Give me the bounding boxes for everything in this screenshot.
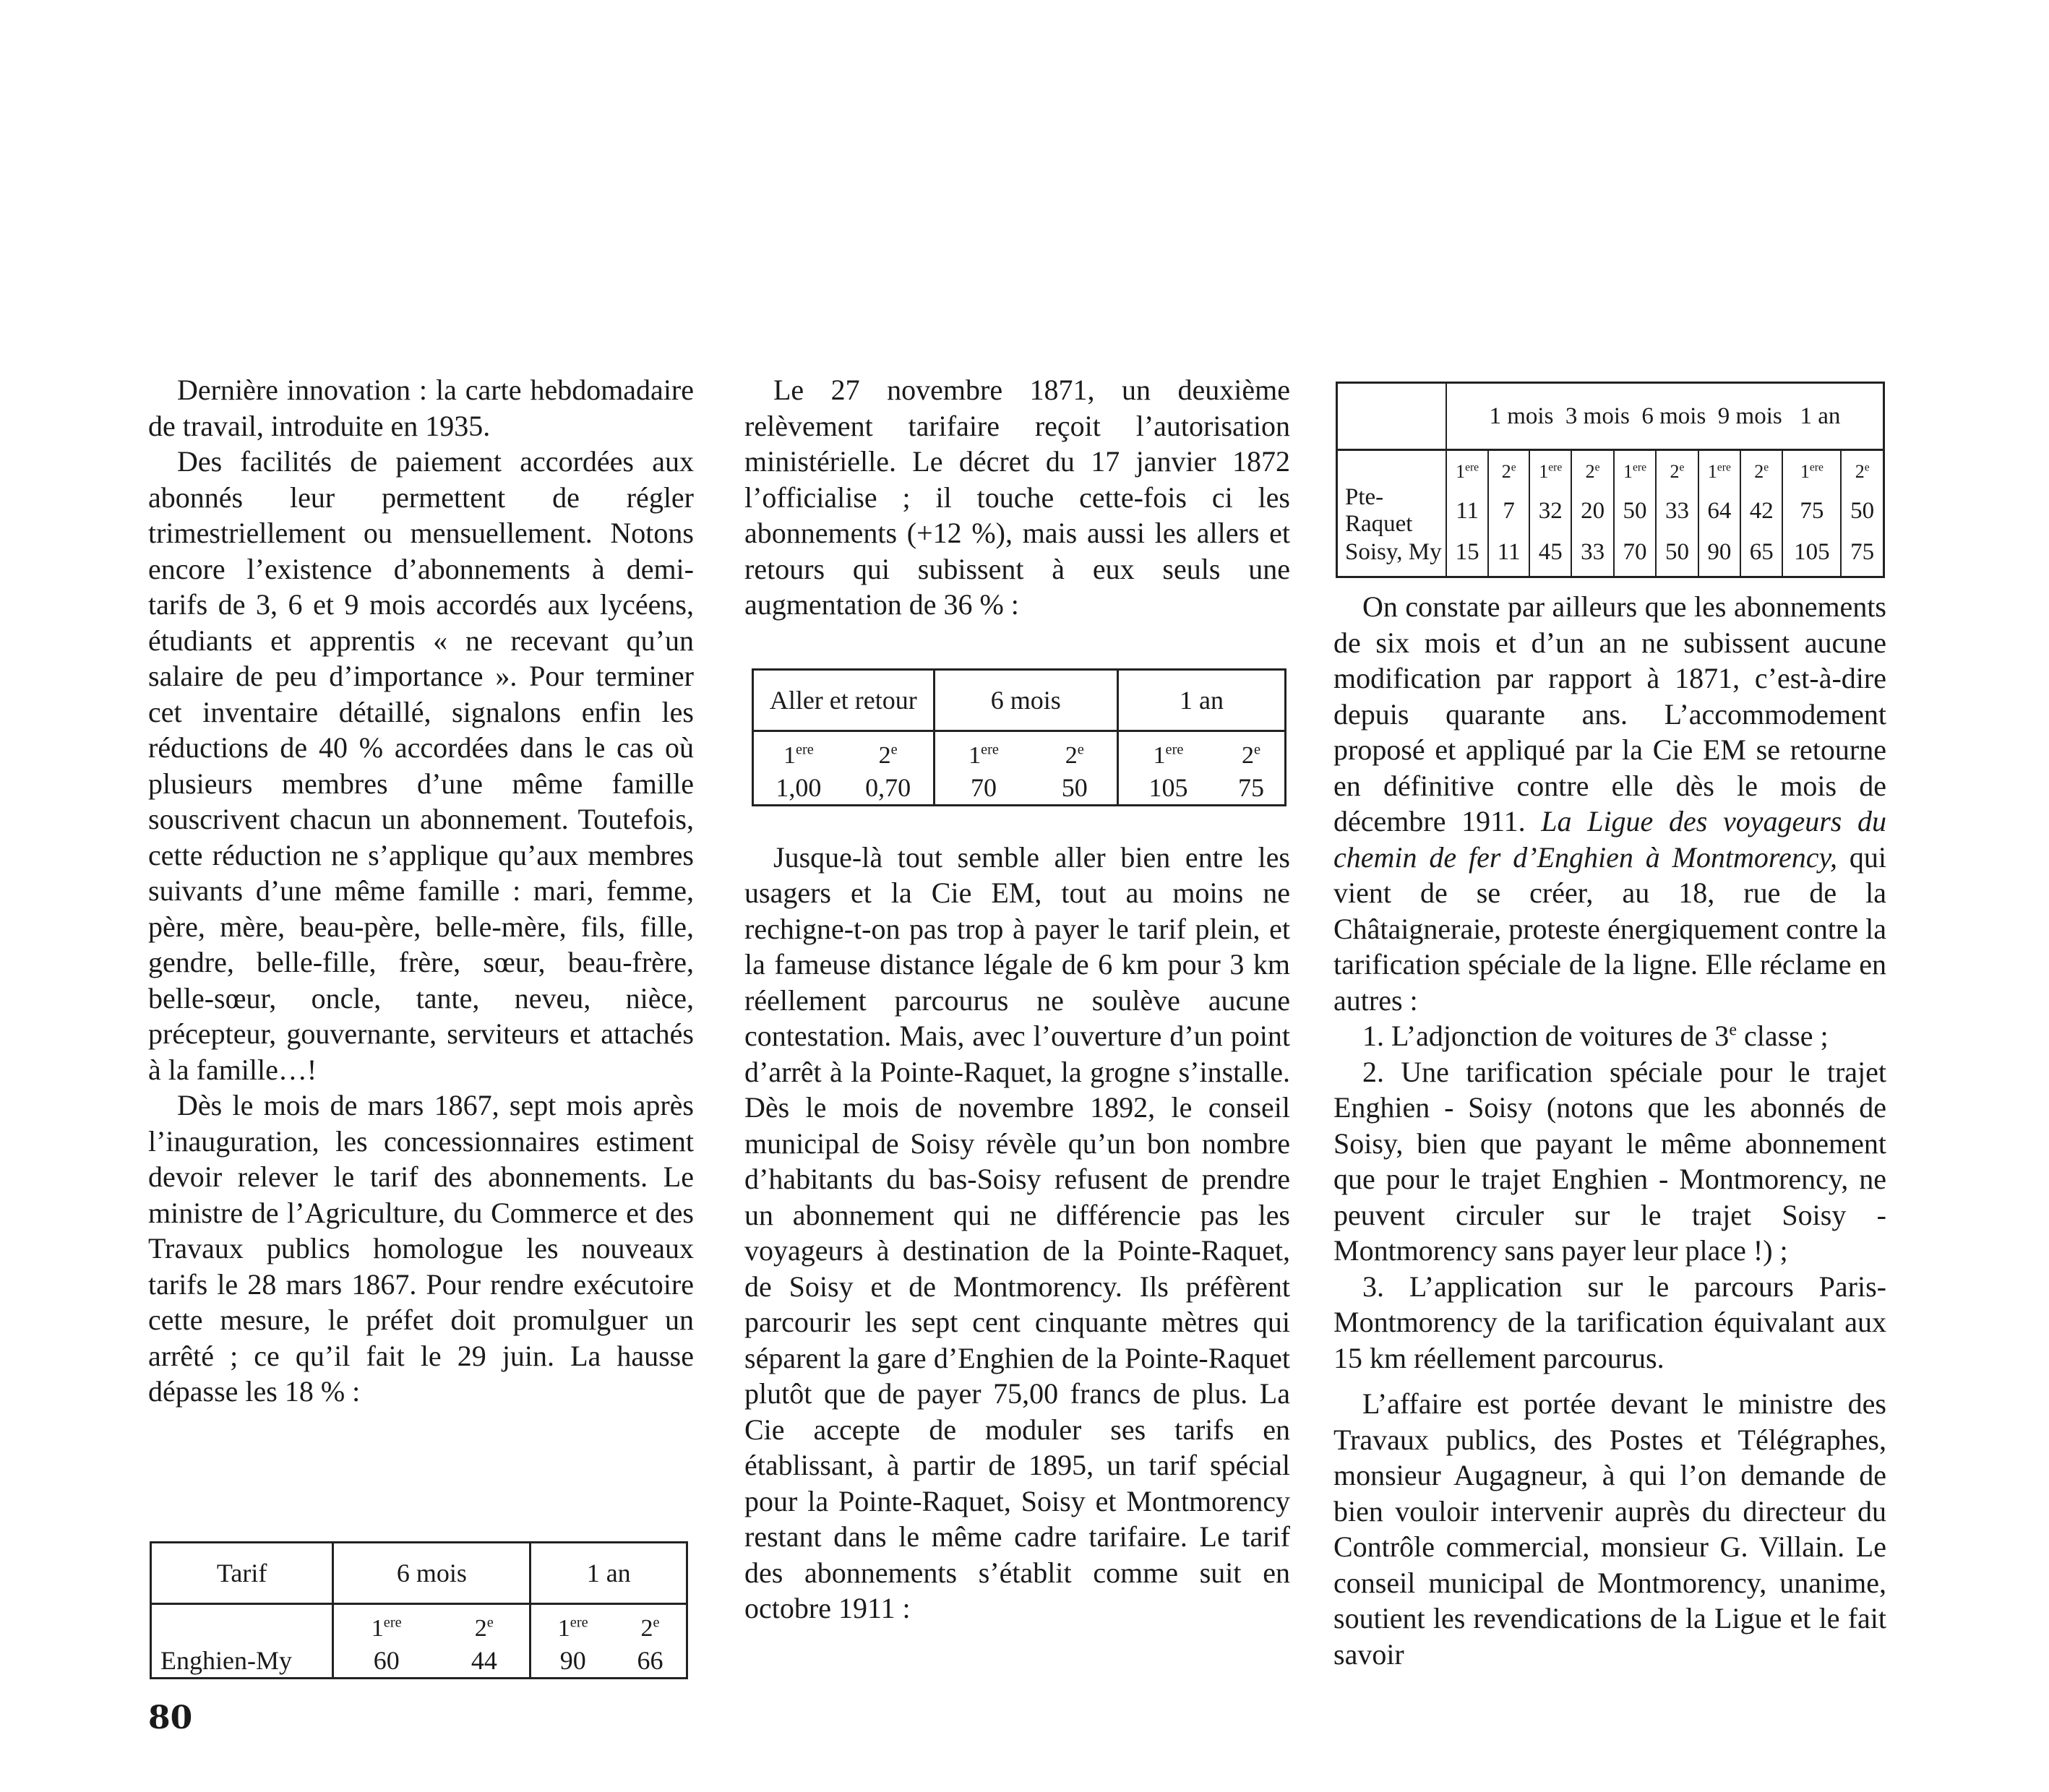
row-label: Soisy, My — [1345, 539, 1442, 565]
league-name: La Ligue des voyageurs du chemin de fer d’Enghien à Montmorency, — [1333, 805, 1887, 874]
tariff-table-1911 — [1336, 382, 1885, 578]
table-header: Tarif — [151, 1543, 333, 1604]
class-label: 1ere — [1529, 450, 1571, 484]
list-item: 1. L’adjonction de voitures de 3e classe ; — [1362, 1020, 1829, 1052]
tariff-table-1867 — [150, 1541, 688, 1679]
table-cell: 50 — [1656, 538, 1698, 577]
paragraph: Dès le mois de mars 1867, sept mois après l’inauguration, les concessionnaires estiment devoir relever le tarif des abonnements. Le ministre de l’Agriculture, du Commerce et des Travaux publics homologue les nouveaux tarifs le 28 mars 1867. Pour rendre exécutoire cette mesure, le préfet doit promulguer un arrêté ; ce qu’il fait le 29 juin. La hausse dépasse les 18 % : — [148, 1089, 694, 1408]
tariff-table-1872 — [752, 668, 1286, 806]
table-cell: 50 — [1841, 483, 1883, 538]
table-cell: 0,70 — [843, 771, 934, 806]
paragraph: Dernière innovation : la carte hebdomadaire de travail, introduite en 1935. — [148, 374, 694, 442]
table-header: 6 mois — [934, 670, 1117, 731]
table-header: Aller et retour — [753, 670, 935, 731]
table-cell: 1,00 — [776, 773, 822, 802]
class-label: 2e — [1241, 741, 1260, 769]
table-cell: 42 — [1740, 483, 1782, 538]
table-header-row: 1 mois 3 mois 6 mois 9 mois 1 an — [1446, 383, 1884, 450]
table-cell: 50 — [1614, 483, 1656, 538]
class-label: 2e — [1033, 731, 1118, 772]
column-1 — [148, 372, 694, 1410]
table-cell: 64 — [1698, 483, 1740, 538]
class-label: 2e — [843, 731, 934, 772]
table-cell: 33 — [1656, 483, 1698, 538]
list-item: 2. Une tarification spéciale pour le trajet Enghien - Soisy (notons que les abonnés de Soisy, bien que payant le même abonnement que pour le trajet Enghien - Montmorency, ne peuvent circuler sur le trajet Soisy - Montmorency sans payer leur place !) ; — [1333, 1055, 1886, 1267]
class-label: 1ere — [1614, 450, 1656, 484]
class-label: 1ere — [968, 741, 999, 769]
table-cell: 11 — [1446, 483, 1488, 538]
paragraph: L’affaire est portée devant le ministre des Travaux publics, des Postes et Télégraphes, monsieur Augagneur, à qui l’on demande de bien vouloir intervenir auprès du directeur du Contrôle commercial, monsieur G. Villain. Le conseil municipal de Montmorency, unanime, soutient les revendications de la Ligue et le fait savoir — [1333, 1387, 1886, 1671]
table-header: 1 an — [1118, 670, 1286, 731]
table-cell: 20 — [1571, 483, 1613, 538]
class-label: 1ere — [1698, 450, 1740, 484]
class-label: 1ere — [1782, 450, 1841, 484]
table-cell: 15 — [1446, 538, 1488, 577]
table-cell: 75 — [1237, 773, 1264, 802]
class-label: 2e — [1656, 450, 1698, 484]
table-cell: 90 — [1698, 538, 1740, 577]
class-label: 2e — [439, 1604, 530, 1645]
table-cell: 105 — [1782, 538, 1841, 577]
table-cell: 75 — [1782, 483, 1841, 538]
table-header: 6 mois — [333, 1543, 530, 1604]
table-cell: 44 — [439, 1644, 530, 1679]
table-cell: 75 — [1841, 538, 1883, 577]
paragraph: Le 27 novembre 1871, un deuxième relèvement tarifaire reçoit l’autorisation ministérielle. Le décret du 17 janvier 1872 l’officialise ; il touche cette-fois ci les abonnements (+12 %), mais aussi les allers et retours qui subissent à eux seuls une augmentation de 36 % : — [744, 374, 1290, 621]
paragraph: Des facilités de paiement accordées aux abonnés leur permettent de régler trimestriellement ou mensuellement. Notons encore l’existence d’abonnements à demi-tarifs de 3, 6 et 9 mois accordés aux lycéens, étudiants et apprentis « ne recevant qu’un salaire de peu d’importance ». Pour terminer cet inventaire détaillé, signalons enfin les réductions de 40 % accordées dans le cas où plusieurs membres d’une même famille souscrivent chacun un abonnement. Toutefois, cette réduction ne s’applique qu’aux membres suivants d’une même famille : mari, femme, père, mère, beau-père, belle-mère, fils, fille, gendre, belle-fille, frère, sœur, beau-frère, belle-sœur, oncle, tante, neveu, nièce, précepteur, gouvernante, serviteurs et attachés à la famille…! — [148, 445, 694, 1086]
class-label: 1ere — [371, 1614, 402, 1642]
table-cell: 105 — [1148, 773, 1188, 802]
page-number: 80 — [148, 1700, 193, 1736]
table-cell: 7 — [1488, 483, 1529, 538]
list-item: 3. L’application sur le parcours Paris-Montmorency de la tarification équivalant aux 15 km réellement parcourus. — [1333, 1270, 1886, 1374]
table-cell: 90 — [559, 1646, 586, 1675]
table-cell: 65 — [1740, 538, 1782, 577]
class-label: 1ere — [1153, 741, 1184, 769]
row-label: Pte-Raquet — [1345, 484, 1413, 537]
class-label: 1ere — [1446, 450, 1488, 484]
class-label: 2e — [1740, 450, 1782, 484]
paragraph: Jusque-là tout semble aller bien entre les usagers et la Cie EM, tout au moins ne rechigne-t-on pas trop à payer le tarif plein, et la fameuse distance légale de 6 km pour 3 km réellement parcourus ne soulève aucune contestation. Mais, avec l’ouverture d’un point d’arrêt à la Pointe-Raquet, la grogne s’installe. Dès le mois de novembre 1892, le conseil municipal de Soisy révèle qu’un bon nombre d’habitants du bas-Soisy refusent de prendre un abonnement qui ne différencie pas les voyageurs à destination de la Pointe-Raquet, de Soisy et de Montmorency. Ils préfèrent parcourir les sept cent cinquante mètres qui séparent la gare d’Enghien de la Pointe-Raquet plutôt que de payer 75,00 francs de plus. La Cie accepte de moduler ses tarifs en établissant, à partir de 1895, un tarif spécial pour la Pointe-Raquet, Soisy et Montmorency restant dans le même cadre tarifaire. Le tarif des abonnements s’établit comme suit en octobre 1911 : — [744, 840, 1290, 1624]
column-2 — [744, 372, 1290, 1627]
table-cell: 70 — [1614, 538, 1656, 577]
table-cell: 66 — [637, 1646, 663, 1675]
class-label: 2e — [1841, 450, 1883, 484]
class-label: 1ere — [783, 741, 814, 769]
class-label: 2e — [640, 1614, 660, 1642]
paragraph: On constate par ailleurs que les abonnements de six mois et d’un an ne subissent aucune modification par rapport à 1871, c’est-à-dire depuis quarante ans. L’accommodement proposé et appliqué par la Cie EM se retourne en définitive contre elle dès le mois de décembre 1911. La Ligue des voyageurs du chemin de fer d’Enghien à Montmorency, qui vient de se créer, au 18, rue de la Châtaigneraie, proteste énergiquement contre la tarification spéciale de la ligne. Elle réclame en autres : — [1333, 590, 1887, 1017]
table-header: 1 an — [530, 1543, 687, 1604]
table-cell: 11 — [1488, 538, 1529, 577]
table-cell: 60 — [373, 1646, 400, 1675]
table-cell: 32 — [1529, 483, 1571, 538]
table-row — [1337, 538, 1884, 577]
table-row — [1337, 483, 1884, 538]
table-cell: 45 — [1529, 538, 1571, 577]
table-cell: 33 — [1571, 538, 1613, 577]
row-label: Enghien-My — [151, 1644, 333, 1679]
table-cell: 70 — [971, 773, 997, 802]
table-cell: 50 — [1033, 771, 1118, 806]
class-label: 2e — [1488, 450, 1529, 484]
column-3 — [1333, 589, 1886, 1672]
class-label: 1ere — [557, 1614, 588, 1642]
class-label: 2e — [1571, 450, 1613, 484]
